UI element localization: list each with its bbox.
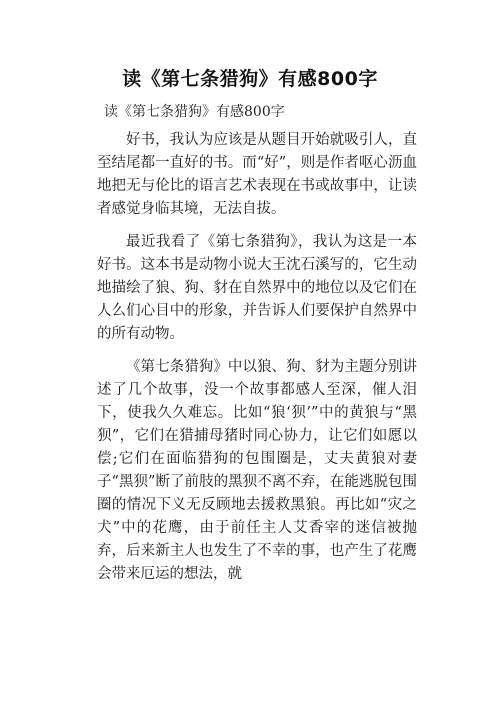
document-subtitle: 读《第七条猎狗》有感800字 [104, 104, 285, 120]
document-title: 读《第七条猎狗》有感800字 [122, 68, 378, 90]
paragraph: 好书，我认为应该是从题目开始就吸引人，直至结尾都一直好的书。而“好”，则是作者呕心沥血地把无与伦比的语言艺术表现在书或故事中，让读者感觉身临其境，无法自拔。 [97, 132, 417, 217]
paragraph: 最近我看了《第七条猎狗》，我认为这是一本好书。这本书是动物小说大王沈石溪写的，它生动地描绘了狼、狗、豺在自然界中的地位以及它们在人么们心目中的形象，并告诉人们要保护自然界中的所有动物。 [97, 234, 417, 342]
paragraph: 《第七条猎狗》中以狼、狗、豺为主题分别讲述了几个故事，没一个故事都感人至深，催人泪下，使我久久难忘。比如“狼‘狈’”中的黄狼与“黑狈”，它们在猎捕母猪时同心协力，让它们如愿以偿;它们在面临猎狗的包围圈是，丈夫黄狼对妻子“黑狈”断了前肢的黑狈不离不弃，在能逃脱包围圈的情况下义无反顾地去援救黑狼。再比如“灾之犬”中的花鹰，由于前任主人艾香宰的迷信被抛弃，后来新主人也发生了不幸的事，也产生了花鹰会带来厄运的想法，就 [97, 359, 417, 582]
document-body [97, 129, 417, 596]
